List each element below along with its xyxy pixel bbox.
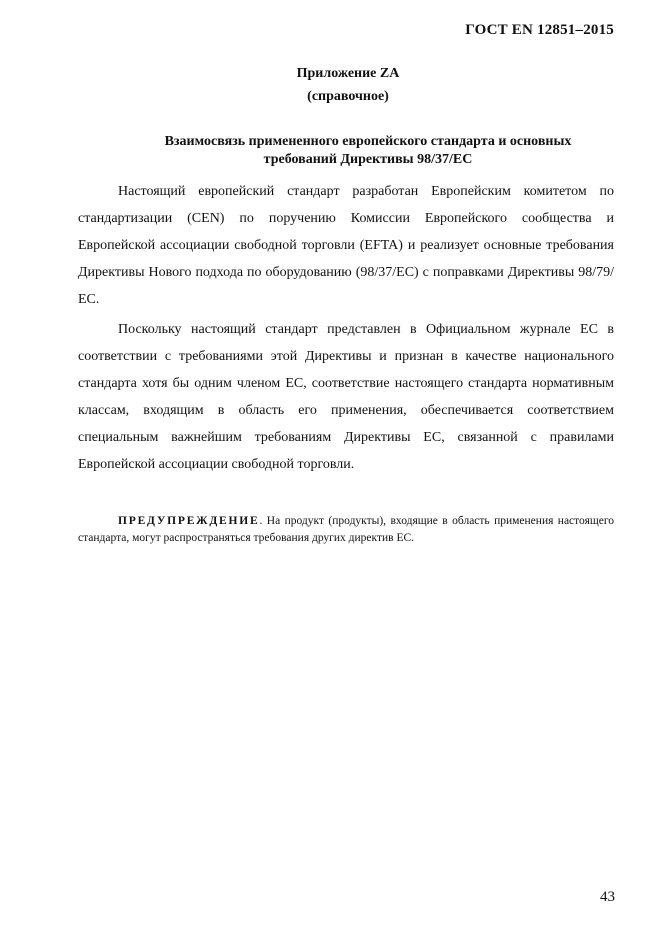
standard-code: ГОСТ EN 12851–2015: [465, 22, 614, 38]
body-paragraph-1: Настоящий европейский стандарт разработан Европейским комитетом по стандартизации (CEN) по поручению Комиссии Европейского сообщества и Европейской ассоциации свободной торговли (EFTA) и реализует основные требования Директивы Нового подхода по оборудованию (98/37/ЕС) с поправками Директивы 98/79/ЕС.: [78, 184, 614, 308]
warning-text: . На продукт (продукты), входящие в область применения настоящего стандарта, могут распространяться требования других директив ЕС.: [78, 515, 614, 544]
section-title-line-2: требований Директивы 98/37/ЕС: [263, 152, 473, 167]
section-title: [0, 133, 661, 169]
page-number: 43: [600, 889, 615, 905]
warning-note: [78, 513, 614, 547]
body-paragraph-2: Поскольку настоящий стандарт представлен в Официальном журнале ЕС в соответствии с требованиями этой Директивы и признан в качестве национального стандарта хотя бы одним членом ЕС, соответствие настоящего стандарта нормативным классам, входящим в область его применения, обеспечивается соответствием специальным важнейшим требованиям Директивы ЕС, связанной с правилами Европейской ассоциации свободной торговли.: [78, 322, 614, 473]
section-title-line-1: Взаимосвязь примененного европейского стандарта и основных: [164, 134, 572, 149]
annex-title: Приложение ZA: [296, 66, 400, 81]
warning-label: ПРЕДУПРЕЖДЕНИЕ: [118, 515, 260, 527]
annex-subtitle: (справочное): [307, 89, 389, 104]
